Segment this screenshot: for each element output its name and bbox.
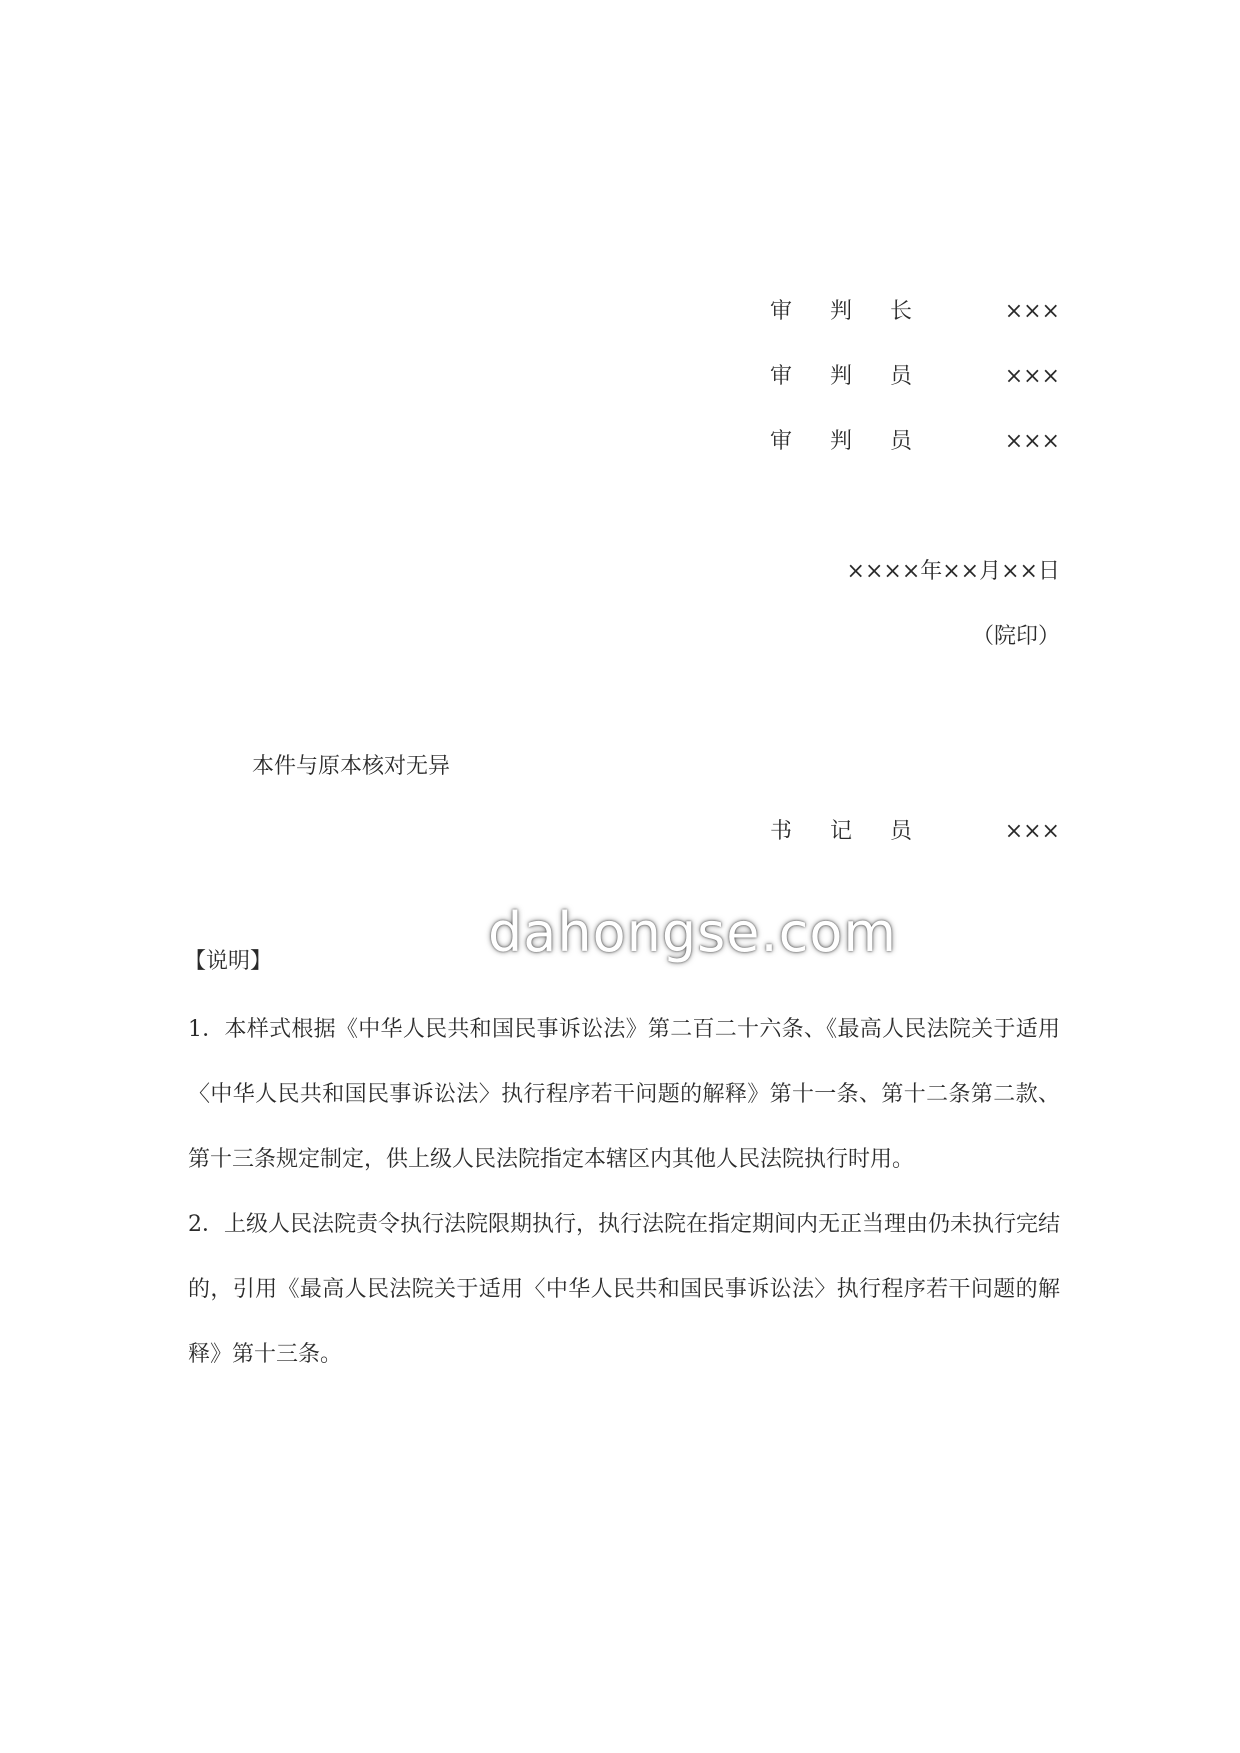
signature-role: 审判员 xyxy=(770,364,951,389)
signature-clerk xyxy=(770,812,1060,852)
signature-role: 书记员 xyxy=(770,819,951,844)
signature-name: ××× xyxy=(1004,299,1060,324)
notes-heading: 【说明】 xyxy=(184,949,273,974)
judgment-date: ××××年××月××日 xyxy=(846,559,1060,584)
signature-presiding-judge xyxy=(770,292,1060,332)
note-item-1: 1．本样式根据《中华人民共和国民事诉讼法》第二百二十六条、《最高人民法院关于适用〈中华人民共和国民事诉讼法〉执行程序若干问题的解释》第十一条、第十二条第二款、第十三条规定制定，供上级人民法院指定本辖区内其他人民法院执行时用。 xyxy=(188,1017,1060,1172)
signature-role: 审判员 xyxy=(770,429,951,454)
verification-statement: 本件与原本核对无异 xyxy=(252,754,451,779)
signature-name: ××× xyxy=(1004,819,1060,844)
note-item-2: 2．上级人民法院责令执行法院限期执行，执行法院在指定期间内无正当理由仍未执行完结的，引用《最高人民法院关于适用〈中华人民共和国民事诉讼法〉执行程序若干问题的解释》第十三条。 xyxy=(188,1212,1061,1367)
signature-judge-1 xyxy=(770,357,1060,397)
signature-name: ××× xyxy=(1004,429,1060,454)
signature-role: 审判长 xyxy=(770,299,951,324)
watermark: dahongse.com xyxy=(488,901,897,964)
court-seal-note: （院印） xyxy=(971,624,1060,649)
signature-judge-2 xyxy=(770,422,1060,462)
signature-name: ××× xyxy=(1004,364,1060,389)
